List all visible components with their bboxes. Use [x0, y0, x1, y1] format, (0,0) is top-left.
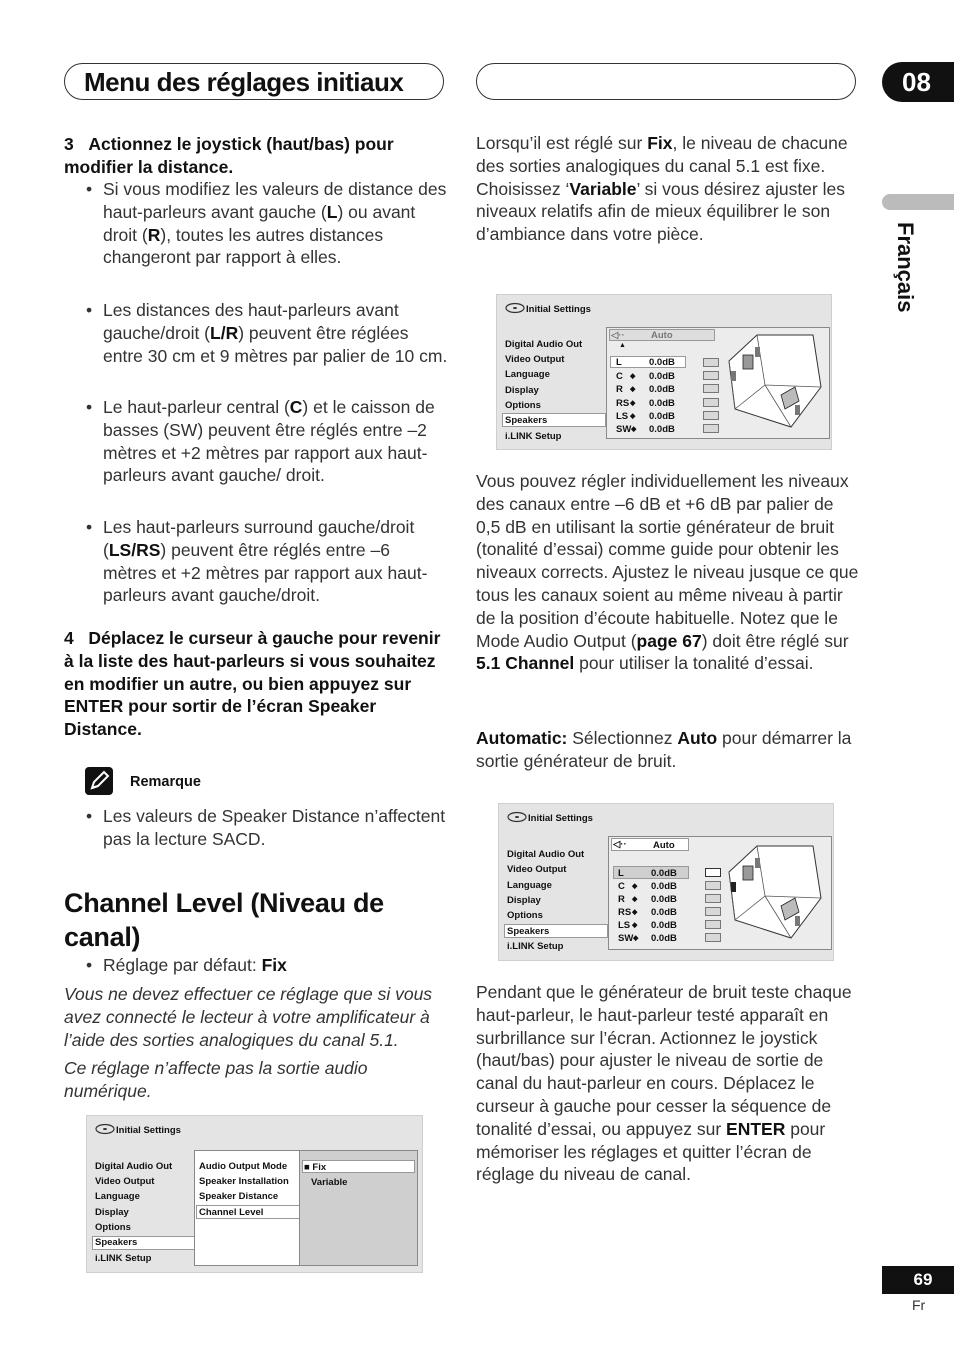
channel-row: R ◆ 0.0dB — [616, 384, 675, 395]
bullet-text: ) ou avant droit ( — [103, 201, 416, 245]
option-fix[interactable]: ■ Fix — [304, 1162, 327, 1173]
bullet-text: Les haut-parleurs surround gauche/droit ( — [103, 517, 415, 560]
channel-name: R — [618, 894, 625, 905]
menu-item[interactable]: Digital Audio Out — [95, 1161, 173, 1172]
right-paragraph-1 — [476, 132, 858, 246]
channel-row: LS ◆ 0.0dB — [618, 920, 677, 931]
bold-token: / — [220, 322, 226, 343]
speaker-test-button[interactable] — [705, 933, 721, 942]
default-value: Fix — [261, 955, 287, 975]
bold-token: L — [326, 201, 338, 222]
menu-item[interactable]: Display — [507, 895, 541, 906]
text: ’ si vous désirez ajuster les niveaux relatifs afin de mieux équilibrer le son d’ambiance dans votre pièce. — [476, 178, 845, 245]
page-header-title: Menu des réglages initiaux — [84, 67, 404, 97]
bullet-text: ) peuvent être réglées entre 30 cm et 9 mètres par palier de 10 cm. — [103, 322, 448, 366]
bold-token: / — [131, 539, 137, 560]
text: Lorsqu’il est réglé sur — [476, 133, 648, 153]
channel-value: 0.0dB — [649, 384, 675, 395]
menu-item[interactable]: Language — [505, 369, 550, 380]
note-pencil-icon — [85, 767, 113, 795]
screen-menu — [86, 1115, 423, 1273]
text: Pendant que le générateur de bruit teste chaque haut-parleur, le haut-parleur testé apparaît en surbrillance sur l’écran. Actionnez le joystick (haut/bas) pour ajuster le niveau de sortie de canal du haut-parleur en cours. Déplacez le curseur à gauche pour cesser la séquence de tonalité d’essai, ou appuyez sur — [476, 982, 852, 1139]
text: pour démarrer la sortie générateur de bruit. — [476, 728, 852, 771]
bullet-text: Si vous modifiez les valeurs de distance des haut-parleurs avant gauche ( — [103, 179, 447, 222]
bullet-text: ), toutes les autres distances changeront par rapport à elles. — [103, 224, 384, 268]
screen-channel-level-2 — [498, 803, 834, 961]
bullet-1: • Si vous modifiez les valeurs de distance des haut-parleurs avant gauche (L) ou avant droit (R), toutes les autres distances changeront par rapport à elles. — [86, 179, 447, 268]
channel-row: RS ◆ 0.0dB — [618, 907, 677, 918]
speaker-test-button[interactable] — [703, 424, 719, 433]
channel-name: SW — [618, 933, 634, 944]
bold-token: LS — [108, 539, 132, 560]
bold-token: Variable — [569, 178, 637, 199]
channel-value: 0.0dB — [649, 424, 675, 435]
step-4 — [64, 627, 449, 741]
bold-token: 5.1 Channel — [476, 653, 575, 674]
bold-token: Fix — [647, 133, 673, 153]
default-setting: • Réglage par défaut: Fix — [86, 955, 287, 975]
speaker-test-button[interactable] — [705, 881, 721, 890]
speaker-test-button[interactable] — [703, 411, 719, 420]
cursor-up-icon: ▲ — [619, 342, 626, 349]
screen-title: Initial Settings — [526, 304, 591, 315]
menu-item[interactable]: Display — [95, 1207, 129, 1218]
menu-item[interactable]: Video Output — [95, 1176, 155, 1187]
channel-value: 0.0dB — [651, 894, 677, 905]
chapter-badge: 08 — [882, 62, 954, 102]
bold-token: ENTER — [726, 1118, 786, 1139]
channel-row: R ◆ 0.0dB — [618, 894, 677, 905]
auto-label: Auto — [651, 330, 673, 341]
channel-row — [616, 357, 675, 368]
channel-value: 0.0dB — [649, 398, 675, 409]
channel-name: RS — [616, 398, 630, 409]
speaker-test-button[interactable] — [705, 894, 721, 903]
channel-name: LS — [616, 411, 629, 422]
menu-item[interactable]: i.LINK Setup — [505, 431, 562, 442]
speaker-test-button[interactable] — [703, 371, 719, 380]
submenu-item-selected[interactable]: Channel Level — [199, 1207, 264, 1218]
submenu-item[interactable]: Audio Output Mode — [199, 1161, 288, 1172]
menu-item-selected[interactable]: Speakers — [505, 415, 548, 426]
channel-value: 0.0dB — [651, 881, 677, 892]
step-3 — [64, 133, 449, 179]
bullet-3: • Le haut-parleur central (C) et le caisson de basses (SW) peuvent être réglés entre –2 mètres et +2 mètres par rapport aux haut-parleurs avant gauche/ droit. — [86, 397, 435, 486]
screen-channel-level-1 — [496, 294, 832, 450]
right-paragraph-2 — [476, 470, 860, 675]
italic-note-2: Ce réglage n’affecte pas la sortie audio numérique. — [64, 1058, 368, 1101]
channel-value: 0.0dB — [651, 920, 677, 931]
menu-item[interactable]: Options — [507, 910, 543, 921]
menu-item[interactable]: Digital Audio Out — [505, 339, 583, 350]
default-label: Réglage par défaut: — [103, 955, 262, 975]
menu-item[interactable]: Video Output — [505, 354, 565, 365]
right-paragraph-4 — [476, 981, 860, 1186]
bullet-text: ) et le caisson de basses (SW) peuvent être réglés entre –2 mètres et +2 mètres par rapport aux haut-parleurs avant gauche/ droit. — [103, 397, 435, 486]
step-number: 3 — [64, 134, 74, 154]
bold-token: RS — [136, 539, 161, 560]
section-title: Channel Level (Niveau de canal) — [64, 888, 384, 952]
text: pour utiliser la tonalité d’essai. — [574, 653, 814, 674]
note-label: Remarque — [130, 774, 201, 790]
bullet-text: ) peuvent être réglés entre –6 mètres et +2 mètres par rapport aux haut-parleurs avant gauche/droit. — [103, 539, 428, 606]
channel-row: RS ◆ 0.0dB — [616, 398, 675, 409]
channel-row — [618, 868, 677, 879]
noise-icon: ◁·· — [613, 839, 627, 850]
speaker-test-button-active[interactable] — [705, 868, 721, 877]
bold-token: C — [289, 397, 303, 417]
disc-icon — [505, 302, 525, 314]
channel-row: SW ◆ 0.0dB — [618, 933, 677, 944]
channel-name: RS — [618, 907, 632, 918]
speaker-test-button[interactable] — [703, 398, 719, 407]
channel-name: L — [616, 357, 622, 368]
channel-row: LS ◆ 0.0dB — [616, 411, 675, 422]
step-number: 4 — [64, 628, 74, 648]
speaker-test-button[interactable] — [703, 384, 719, 393]
bold-token: R — [225, 322, 239, 343]
bold-token: page 67 — [636, 630, 702, 651]
bold-token: Automatic: — [476, 728, 568, 748]
italic-note-1: Vous ne devez effectuer ce réglage que si vous avez connecté le lecteur à votre amplificateur à l’aide des sorties analogiques du canal 5.1. — [64, 984, 433, 1050]
channel-name: C — [618, 881, 625, 892]
speaker-test-button[interactable] — [703, 358, 719, 367]
option-label: Fix — [312, 1162, 327, 1173]
channel-value: 0.0dB — [649, 357, 675, 368]
menu-item[interactable]: Language — [95, 1191, 140, 1202]
channel-row: SW ◆ 0.0dB — [616, 424, 675, 435]
text: Vous pouvez régler individuellement les niveaux des canaux entre –6 dB et +6 dB par palier de 0,5 dB en utilisant la sortie générateur de bruit (tonalité d’essai) comme guide pour obtenir les niveaux corrects. Ajustez le niveau jusque ce que tous les canaux soient au même niveau à partir de la position d’écoute habituelle. Notez que le Mode Audio Output ( — [476, 471, 859, 651]
text: , le niveau de chacune des sorties analogiques du canal 5.1 est fixe. Choisissez ‘ — [476, 133, 848, 199]
speaker-test-button[interactable] — [705, 907, 721, 916]
menu-item[interactable]: Digital Audio Out — [507, 849, 585, 860]
language-code: Fr — [912, 1297, 926, 1313]
right-paragraph-3 — [476, 727, 858, 773]
channel-name: LS — [618, 920, 631, 931]
note-bullet: • Les valeurs de Speaker Distance n’affectent pas la lecture SACD. — [86, 806, 446, 849]
step-text: Actionnez le joystick (haut/bas) pour modifier la distance. — [64, 134, 394, 177]
bold-token: L — [210, 322, 221, 343]
menu-item[interactable]: Options — [505, 400, 541, 411]
channel-value: 0.0dB — [651, 907, 677, 918]
bullet-4: • Les haut-parleurs surround gauche/droit (LS/RS) peuvent être réglés entre –6 mètres et +2 mètres par rapport aux haut-parleurs avant gauche/droit. — [86, 517, 428, 606]
text: ) doit être réglé sur — [701, 630, 849, 651]
channel-name: R — [616, 384, 623, 395]
step-text: Déplacez le curseur à gauche pour revenir à la liste des haut-parleurs si vous souhaitez en modifier un autre, ou bien appuyez sur ENTER pour sortir de l’écran Speaker Distance. — [64, 628, 441, 740]
text: pour mémoriser les réglages et quitter l’écran de réglage du niveau de canal. — [476, 1118, 826, 1185]
screen-title: Initial Settings — [528, 813, 593, 824]
channel-value: 0.0dB — [651, 868, 677, 879]
channel-value: 0.0dB — [651, 933, 677, 944]
disc-icon — [507, 811, 527, 823]
header-blank-frame — [476, 63, 856, 100]
speaker-test-button[interactable] — [705, 920, 721, 929]
language-tab-bar — [882, 194, 954, 210]
channel-name: C — [616, 371, 623, 382]
submenu-item[interactable]: Speaker Distance — [199, 1191, 279, 1202]
bullet-2: • Les distances des haut-parleurs avant gauche/droit (L/R) peuvent être réglées entre 30 cm et 9 mètres par palier de 10 cm. — [86, 300, 448, 366]
submenu-item[interactable]: Speaker Installation — [199, 1176, 289, 1187]
room-diagram-icon — [725, 838, 829, 950]
channel-name: L — [618, 868, 624, 879]
channel-name: SW — [616, 424, 632, 435]
menu-item[interactable]: Language — [507, 880, 552, 891]
screen-title: Initial Settings — [116, 1125, 181, 1136]
language-tab-label: Français — [893, 222, 918, 313]
text: Sélectionnez — [567, 728, 678, 748]
menu-item[interactable]: i.LINK Setup — [95, 1253, 152, 1264]
menu-item[interactable]: i.LINK Setup — [507, 941, 564, 952]
channel-value: 0.0dB — [649, 371, 675, 382]
menu-item[interactable]: Video Output — [507, 864, 567, 875]
menu-item-selected[interactable]: Speakers — [507, 926, 550, 937]
disc-icon — [95, 1123, 115, 1135]
noise-icon: ◁·· — [611, 330, 625, 341]
page-number: 69 — [882, 1266, 954, 1294]
bold-token: Auto — [677, 728, 718, 748]
bullet-text: Les distances des haut-parleurs avant gauche/droit ( — [103, 300, 399, 343]
room-diagram-icon — [725, 327, 829, 439]
channel-row: C ◆ 0.0dB — [616, 371, 675, 382]
option-variable[interactable]: Variable — [311, 1177, 348, 1188]
note-text: Les valeurs de Speaker Distance n’affectent pas la lecture SACD. — [103, 806, 446, 849]
menu-item-selected[interactable]: Speakers — [95, 1237, 138, 1248]
auto-label: Auto — [653, 840, 675, 851]
channel-row: C ◆ 0.0dB — [618, 881, 677, 892]
channel-value: 0.0dB — [649, 411, 675, 422]
menu-item[interactable]: Options — [95, 1222, 131, 1233]
bullet-text: Le haut-parleur central ( — [103, 397, 290, 417]
menu-item[interactable]: Display — [505, 385, 539, 396]
bold-token: R — [147, 224, 161, 245]
